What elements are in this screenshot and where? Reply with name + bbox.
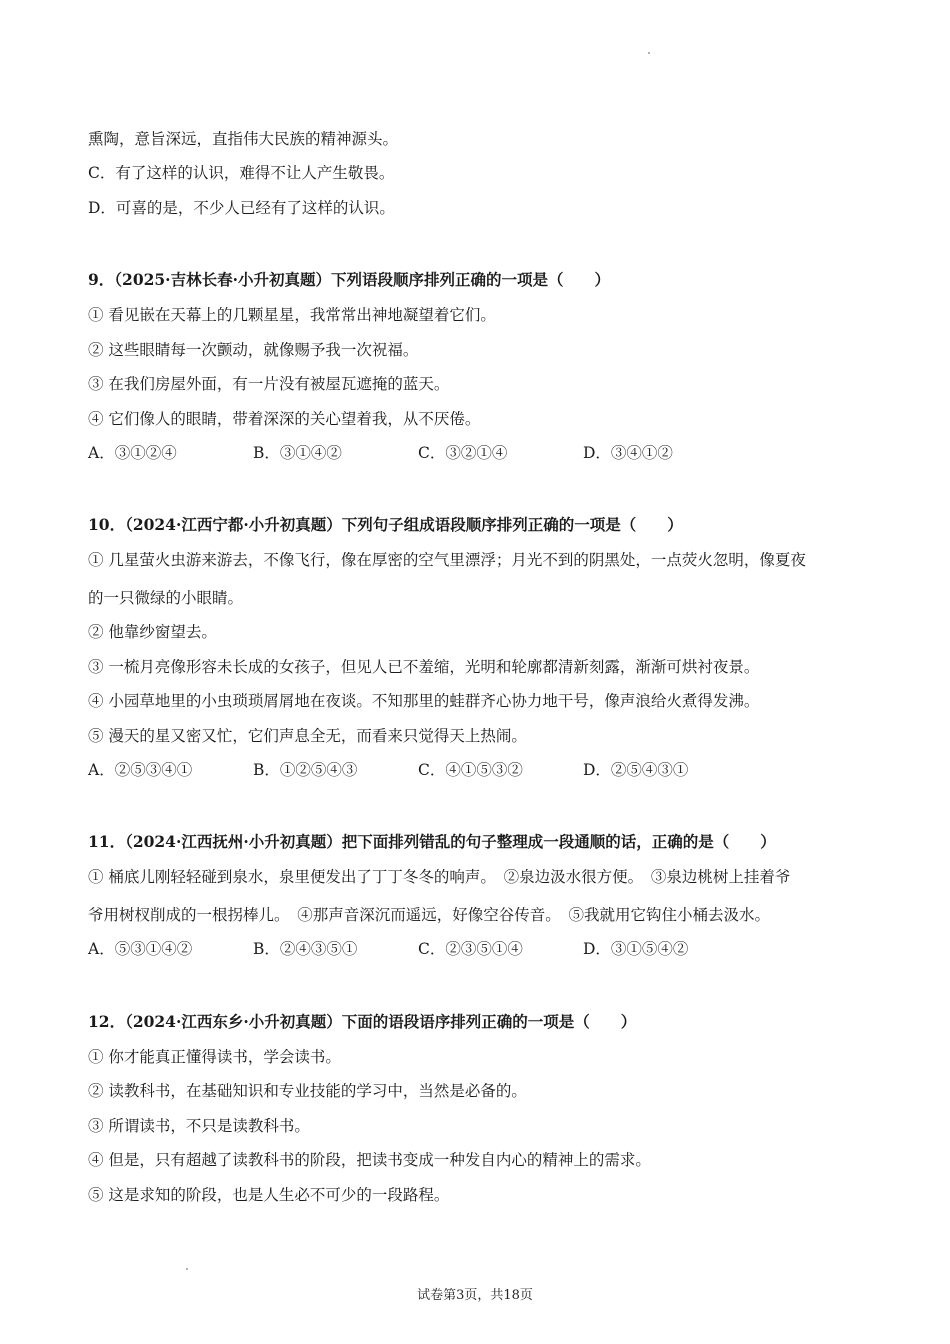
question-11-title: 11．（2024·江西抚州·小升初真题）把下面排列错乱的句子整理成一段通顺的话，正确的是（ ） — [88, 832, 776, 851]
option-a: A．⑤③①④② — [88, 940, 193, 958]
question-12-line: ④ 但是，只有超越了读教科书的阶段，把读书变成一种发自内心的精神上的需求。 — [88, 1151, 651, 1169]
question-10-line: ⑤ 漫天的星又密又忙，它们声息全无，而看来只觉得天上热闹。 — [88, 727, 527, 745]
prev-line: 熏陶，意旨深远，直指伟大民族的精神源头。 — [88, 130, 399, 148]
prev-option-d: D．可喜的是，不少人已经有了这样的认识。 — [88, 199, 395, 217]
option-d: D．③①⑤④② — [583, 940, 689, 958]
option-c: C．②③⑤①④ — [418, 940, 523, 958]
option-a: A．③①②④ — [88, 444, 177, 462]
question-9-line: ④ 它们像人的眼睛，带着深深的关心望着我，从不厌倦。 — [88, 410, 481, 428]
question-10-line: ④ 小园草地里的小虫琐琐屑屑地在夜谈。不知那里的蛙群齐心协力地干号，像声浪给火煮得发沸。 — [88, 692, 760, 710]
question-9-title: 9．（2025·吉林长春·小升初真题）下列语段顺序排列正确的一项是（ ） — [88, 270, 610, 289]
question-12-title: 12．（2024·江西东乡·小升初真题）下面的语段语序排列正确的一项是（ ） — [88, 1012, 637, 1031]
option-b: B．③①④② — [253, 444, 342, 462]
option-b: B．①②⑤④③ — [253, 761, 358, 779]
question-12-line: ③ 所谓读书，不只是读教科书。 — [88, 1117, 310, 1135]
option-a: A．②⑤③④① — [88, 761, 193, 779]
question-10-line: 的一只微绿的小眼睛。 — [88, 589, 244, 607]
question-11-line: 爷用树杈削成的一根拐棒儿。 ④那声音深沉而遥远，好像空谷传音。 ⑤我就用它钩住小桶去汲水。 — [88, 906, 771, 924]
scan-dot — [186, 1268, 188, 1270]
question-10-line: ② 他靠纱窗望去。 — [88, 623, 217, 641]
question-10-line: ③ 一梳月亮像形容未长成的女孩子，但见人已不羞缩，光明和轮廓都清新刻露，渐渐可烘衬夜景。 — [88, 658, 760, 676]
option-d: D．③④①② — [583, 444, 673, 462]
question-9-line: ③ 在我们房屋外面，有一片没有被屋瓦遮掩的蓝天。 — [88, 375, 450, 393]
scan-dot — [648, 52, 650, 54]
question-12-line: ⑤ 这是求知的阶段，也是人生必不可少的一段路程。 — [88, 1186, 450, 1204]
question-9-line: ② 这些眼睛每一次颤动，就像赐予我一次祝福。 — [88, 341, 419, 359]
option-b: B．②④③⑤① — [253, 940, 358, 958]
question-12-line: ② 读教科书，在基础知识和专业技能的学习中，当然是必备的。 — [88, 1082, 527, 1100]
question-9-line: ① 看见嵌在天幕上的几颗星星，我常常出神地凝望着它们。 — [88, 306, 496, 324]
page-footer: 试卷第3页，共18页 — [417, 1288, 533, 1303]
option-c: C．③②①④ — [418, 444, 508, 462]
option-c: C．④①⑤③② — [418, 761, 523, 779]
question-10-title: 10．（2024·江西宁都·小升初真题）下列句子组成语段顺序排列正确的一项是（ ） — [88, 515, 683, 534]
question-10-line: ① 几星萤火虫游来游去，不像飞行，像在厚密的空气里漂浮；月光不到的阴黑处，一点荧火忽明，像夏夜 — [88, 551, 806, 569]
option-d: D．②⑤④③① — [583, 761, 689, 779]
prev-option-c: C．有了这样的认识，难得不让人产生敬畏。 — [88, 164, 395, 182]
question-11-line: ① 桶底儿刚轻轻碰到泉水，泉里便发出了丁丁冬冬的响声。 ②泉边汲水很方便。 ③泉边桃树上挂着爷 — [88, 868, 791, 886]
question-12-line: ① 你才能真正懂得读书，学会读书。 — [88, 1048, 341, 1066]
